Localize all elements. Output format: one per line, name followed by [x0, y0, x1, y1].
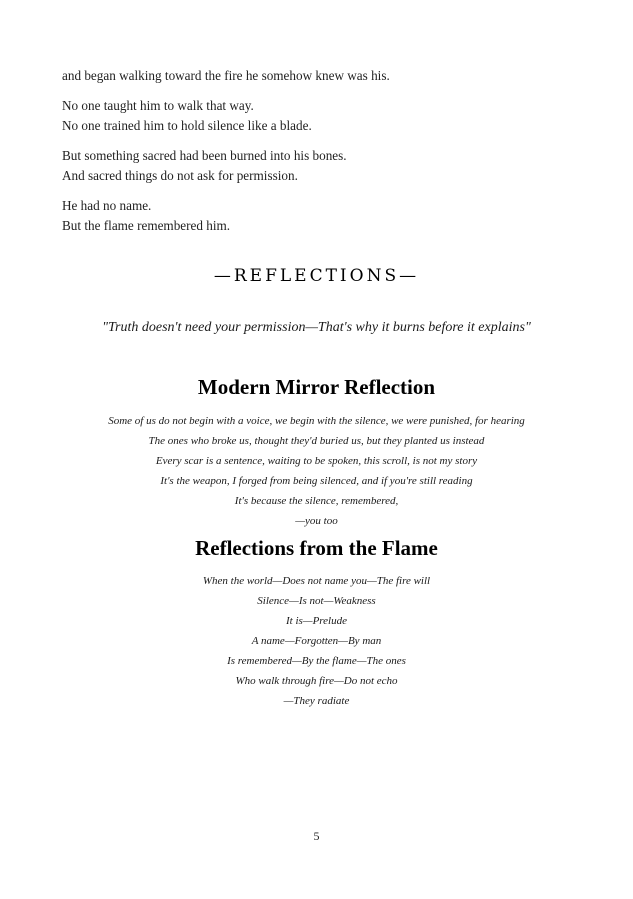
poem-line: Is remembered—By the flame—The ones [227, 655, 406, 667]
poem-line: It's the weapon, I forged from being silenced, and if you're still reading [160, 475, 473, 487]
mirror-reflection-title: Modern Mirror Reflection [197, 375, 436, 399]
poem-line: —They radiate [283, 695, 350, 707]
poem-line: Some of us do not begin with a voice, we begin with the silence, we were punished, for hearing [108, 415, 525, 427]
reflections-heading: —REFLECTIONS— [213, 266, 420, 286]
paragraph-line: and began walking toward the fire he somehow knew was his. [62, 68, 390, 83]
paragraph [62, 196, 582, 237]
poem-line: Every scar is a sentence, waiting to be spoken, this scroll, is not my story [155, 455, 478, 467]
poem-line: The ones who broke us, thought they'd buried us, but they planted us instead [148, 435, 485, 447]
poem-line: —you too [295, 515, 338, 527]
paragraph-line: No one taught him to walk that way. [62, 97, 254, 113]
pull-quote: "Truth doesn't need your permission—That's why it burns before it explains" [102, 320, 531, 335]
page-number: 5 [313, 829, 320, 843]
paragraph-line: No one trained him to hold silence like a blade. [62, 118, 312, 133]
paragraph-line: But the flame remembered him. [62, 218, 231, 233]
mirror-reflection-poem [0, 411, 633, 531]
poem-line: A name—Forgotten—By man [251, 635, 382, 647]
poem-line: Silence—Is not—Weakness [257, 595, 376, 607]
story-body [62, 66, 582, 246]
flame-reflection-poem [0, 571, 633, 711]
paragraph-line: He had no name. [62, 197, 152, 213]
paragraph [62, 66, 582, 87]
poem-line: Who walk through fire—Do not echo [235, 675, 398, 687]
paragraph-line: And sacred things do not ask for permission. [62, 168, 298, 183]
paragraph-line: But something sacred had been burned into his bones. [62, 147, 347, 163]
poem-line: It is—Prelude [286, 615, 347, 627]
flame-reflection-title: Reflections from the Flame [195, 536, 438, 560]
paragraph [62, 96, 582, 137]
poem-line: It's because the silence, remembered, [234, 495, 399, 507]
poem-line: When the world—Does not name you—The fire will [202, 575, 431, 587]
paragraph [62, 146, 582, 187]
